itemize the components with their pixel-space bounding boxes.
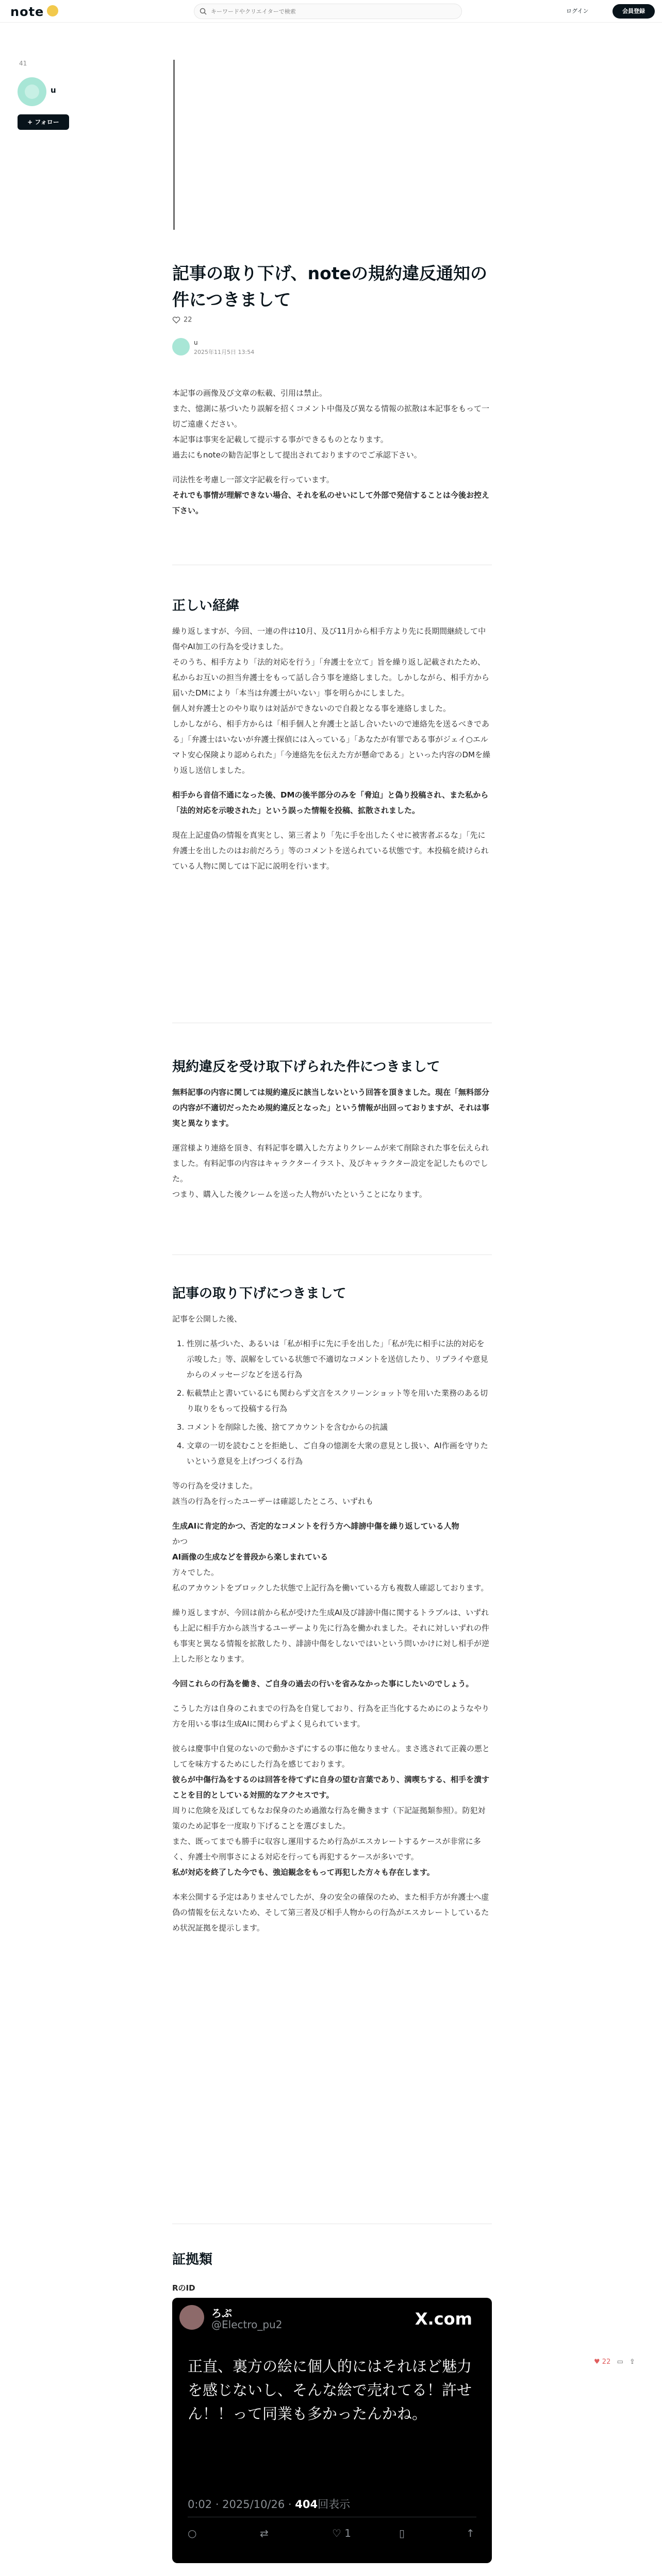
like-counter[interactable] bbox=[172, 316, 192, 324]
site-header bbox=[0, 0, 662, 23]
paragraph: 該当の行為を行ったユーザーは確認したところ、いずれも bbox=[172, 1497, 374, 1506]
logo-text: note bbox=[10, 5, 44, 19]
intro-line: 本記事は事実を記載して提示する事ができるものとなります。 bbox=[172, 435, 388, 444]
behavior-list bbox=[172, 1336, 492, 1469]
side-action-bar bbox=[594, 2358, 635, 2366]
intro-note: 司法性を考慮し一部文字記載を行っています。 bbox=[172, 475, 334, 484]
intro-block bbox=[172, 385, 492, 518]
paragraph: 等の行為を受けました。 bbox=[172, 1481, 258, 1490]
user-plus-icon: + bbox=[27, 118, 35, 126]
comment-icon[interactable]: ▭ bbox=[617, 2358, 623, 2366]
paragraph: 運営様より連絡を頂き、有料記事を購入した方よりクレームが来て削除された事を伝えられました。有料記事の内容はキャラクターイラスト、及びキャラクター設定を記したものでした。 bbox=[172, 1143, 489, 1183]
share-icon[interactable]: ↑ bbox=[466, 2527, 475, 2539]
intro-line: また、憶測に基づいたり誤解を招くコメント中傷及び異なる情報の拡散は本記事をもって一切ご遠慮ください。 bbox=[172, 404, 490, 429]
paragraph: 繰り返しますが、今回は前から私が受けた生成AI及び誹謗中傷に関するトラブルは、いずれも上記に相手方から該当するユーザーより先に行為を働かれました。それに対しいずれの件も事実と異なる情報を拡散したり、誹謗中傷をしないではいという問いかけに対し相手が逆上した形となります。 bbox=[172, 1608, 490, 1664]
search-icon bbox=[200, 8, 207, 15]
side-like-count: 22 bbox=[602, 2358, 611, 2366]
paragraph: しかしながら、相手方からは「相手個人と弁護士と話し合いたいので連絡先を送るべきである」「弁護士はいないが弁護士探偵には入っている」「あなたが有罪である事がジェイ○エルマト安心保険より認められた」「今連絡先を伝えた方が懸命である」といった内容のDMを繰り返し送信しました。 bbox=[172, 719, 490, 775]
section3-body bbox=[172, 1311, 492, 1936]
avatar-inner bbox=[25, 84, 39, 99]
retweet-icon[interactable]: ⇄ bbox=[260, 2527, 269, 2539]
paragraph-bold: AI画像の生成などを普段から楽しまれている bbox=[172, 1552, 328, 1562]
heart-icon bbox=[172, 316, 180, 324]
paragraph: こうした方は自身のこれまでの行為を自覚しており、行為を正当化するためにのようなやり方を用いる事は生成AIに関わらずよく見られています。 bbox=[172, 1704, 490, 1728]
section-heading: 正しい経緯 bbox=[172, 598, 240, 614]
paragraph: 記事を公開した後、 bbox=[172, 1314, 242, 1324]
note-logo[interactable] bbox=[10, 5, 58, 19]
paragraph-bold: 彼らが中傷行為をするのは回答を待てずに自身の望む言葉であり、満喫ちする、相手を潰すことを目的としている対照的なアクセスです。 bbox=[172, 1775, 490, 1800]
paragraph: また、既ってまでも勝手に収容し運用するため行為がエスカレートするケースが非常に多く、弁護士や刑事さによる対応を行っても再犯するケースが多いです。 bbox=[172, 1837, 481, 1861]
tweet-text: 正直、裏方の絵に個人的にはそれほど魅力を感じないし、そんな絵で売れてる！許せん！！って同業も多かったんかね。 bbox=[188, 2358, 472, 2422]
section-heading: 記事の取り下げにつきまして bbox=[172, 1286, 346, 1301]
paragraph-bold: 相手から音信不通になった後、DMの後半部分のみを「脅迫」と偽り投稿され、また私から「法的対応を示唆された」という誤った情報を投稿、拡散されました。 bbox=[172, 790, 489, 815]
logo-badge-icon bbox=[47, 5, 58, 16]
paragraph: つまり、購入した後クレームを送った人物がいたということになります。 bbox=[172, 1190, 427, 1199]
tweet-meta bbox=[188, 2496, 350, 2512]
intro-warning: それでも事情が理解できない場合、それを私のせいにして外部で発信することは今後お控え下さい。 bbox=[172, 490, 490, 515]
paragraph-bold: 今回これらの行為を働き、ご自身の過去の行いを省みなかった事にしたいのでしょう。 bbox=[172, 1679, 474, 1688]
paragraph: 周りに危険を及ぼしてもなお保身のため過激な行為を働きます（下記証拠類参照）。防犯対策のため記事を一度取り下げることを選びました。 bbox=[172, 1806, 486, 1831]
list-item: 1. 性別に基づいた、あるいは「私が相手に先に手を出した」「私が先に相手に法的対応を示唆した」等、誤解をしている状態で不適切なコメントを送信したり、リプライや意見からのメッセージなどを送る行為 bbox=[187, 1336, 492, 1382]
paragraph-bold: 生成AIに肯定的かつ、否定的なコメントを行う方へ誹謗中傷を繰り返している人物 bbox=[172, 1521, 459, 1531]
subheading: RのID bbox=[172, 2283, 195, 2293]
list-item: 2. 転載禁止と書いているにも関わらず文言をスクリーンショット等を用いた業務のある切り取りをもって投稿する行為 bbox=[187, 1385, 492, 1416]
follow-label: フォロー bbox=[35, 118, 59, 126]
bookmark-icon[interactable]: ▯ bbox=[399, 2527, 405, 2539]
embedded-tweet[interactable] bbox=[172, 2298, 492, 2563]
follow-button[interactable] bbox=[18, 114, 69, 130]
tweet-avatar bbox=[179, 2305, 204, 2330]
section-heading: 規約違反を受け取下げられた件につきまして bbox=[172, 1059, 440, 1075]
signup-button[interactable]: 会員登録 bbox=[613, 4, 655, 19]
article-title: 記事の取り下げ、noteの規約違反通知の件につきまして bbox=[172, 263, 488, 310]
tweet-like-count: 1 bbox=[344, 2527, 352, 2539]
tweet-actions bbox=[188, 2527, 476, 2541]
intro-line: 本記事の画像及び文章の転載、引用は禁止。 bbox=[172, 388, 327, 398]
section1-body bbox=[172, 623, 492, 874]
paragraph: 繰り返しますが、今回、一連の件は10月、及び11月から相手方より先に長期間継続して中傷やAI加工の行為を受けました。 bbox=[172, 626, 486, 651]
paragraph-bold: 無料記事の内容に関しては規約違反に該当しないという回答を頂きました。現在「無料部分の内容が不適切だったため規約違反となった」という情報が出回っておりますが、それは事実と異なります。 bbox=[172, 1088, 490, 1128]
author-name[interactable]: u bbox=[194, 339, 198, 346]
paragraph: 私のアカウントをブロックした状態で上記行為を働いている方も複数人確認しております。 bbox=[172, 1583, 489, 1592]
paragraph: 彼らは慶事中自覚のないので動かさずにするの事に他なりません。まさ逃されて正義の悪としてを味方するためにした行為を感じております。 bbox=[172, 1744, 490, 1769]
paragraph: かつ bbox=[172, 1537, 188, 1546]
search-bar[interactable] bbox=[194, 4, 462, 19]
paragraph: 個人対弁護士とのやり取りは対話ができないので自殺となる事を連絡しました。 bbox=[172, 704, 451, 713]
list-item: 3. コメントを削除した後、捨てアカウントを含むからの抗議 bbox=[187, 1419, 492, 1435]
like-icon[interactable]: ♡ 1 bbox=[332, 2527, 352, 2539]
like-count: 22 bbox=[184, 316, 192, 324]
paragraph: そのうち、相手方より「法的対応を行う」「弁護士を立て」旨を繰り返し記載されたため、私からお互いの担当弁護士をもって話し合う事を連絡しました。しかしながら、相手方から届いたDMにより「本当は弁護士がいない」事を明らかにしました。 bbox=[172, 657, 490, 698]
list-item: 4. 文章の一切を読むことを拒絶し、ご自身の憶測を大衆の意見とし扱い、AI作画を守りたいという意見を上げつづくる行為 bbox=[187, 1438, 492, 1469]
cover-divider bbox=[173, 60, 175, 230]
tweet-handle: @Electro_pu2 bbox=[211, 2318, 283, 2331]
paragraph: 本来公開する予定はありませんでしたが、身の安全の確保のため、また相手方が弁護士へ虚偽の情報を伝えないため、そして第三者及び相手人物からの行為がエスカレートしているため状況証拠を提示します。 bbox=[172, 1892, 489, 1933]
author-avatar[interactable] bbox=[172, 338, 190, 355]
login-link[interactable]: ログイン bbox=[566, 8, 589, 14]
reply-icon[interactable]: ○ bbox=[188, 2527, 197, 2539]
tweet-views-label: 回表示 bbox=[318, 2498, 351, 2511]
profile-name[interactable]: u bbox=[51, 86, 56, 95]
tweet-author-name: ろぷ bbox=[211, 2307, 232, 2319]
share-icon[interactable]: ⇪ bbox=[629, 2358, 635, 2366]
section-heading: 証拠類 bbox=[172, 2252, 213, 2267]
section2-body bbox=[172, 1084, 492, 1202]
paragraph: 現在上記虚偽の情報を真実とし、第三者より「先に手を出したくせに被害者ぶるな」「先に弁護士を出したのはお前だろう」等のコメントを送られている状態です。本投稿を続けられている人物に関しては下記に説明を行います。 bbox=[172, 831, 489, 871]
publish-date: 2025年11月5日 13:54 bbox=[194, 349, 255, 355]
paragraph-bold: 私が対応を終了した今でも、強迫観念をもって再犯した方々も存在します。 bbox=[172, 1868, 435, 1877]
tweet-views: 404 bbox=[295, 2498, 318, 2511]
heart-icon[interactable]: ♥ bbox=[594, 2358, 600, 2366]
paragraph: 方々でした。 bbox=[172, 1568, 219, 1577]
profile-avatar[interactable] bbox=[18, 77, 46, 106]
intro-line: 過去にもnoteの勧告記事として提出されておりますのでご承認下さい。 bbox=[172, 450, 422, 460]
x-logo-icon: X.com bbox=[415, 2309, 472, 2329]
search-input[interactable] bbox=[211, 6, 453, 16]
tweet-time: 0:02 · 2025/10/26 · bbox=[188, 2498, 292, 2511]
profile-count: 41 bbox=[19, 60, 27, 67]
